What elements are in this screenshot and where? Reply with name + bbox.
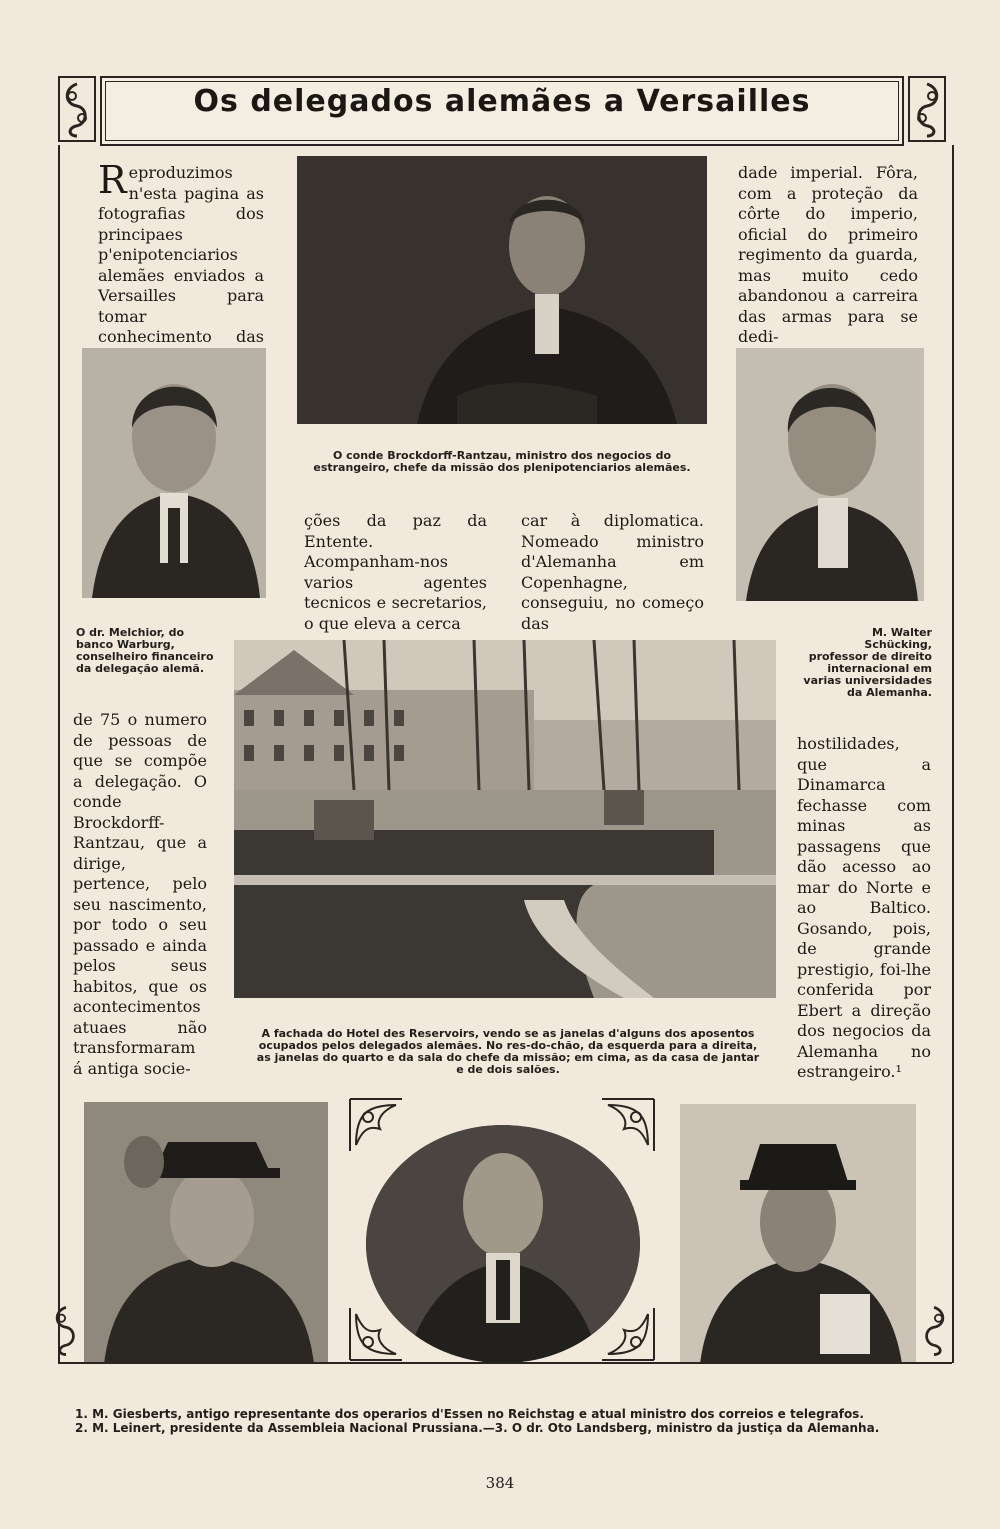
scroll-ornament-icon [908, 76, 946, 142]
corner-flourish-icon [346, 1304, 406, 1364]
footer-caption-2: 2. M. Leinert, presidente da Assembleia Nacional Prussiana.—3. O dr. Oto Landsberg, ministro da justiça da Alemanha. [75, 1421, 880, 1435]
photo-schucking [736, 348, 924, 601]
photo-melchior [82, 348, 266, 598]
drop-cap: R [98, 158, 127, 202]
caption-brockdorff: O conde Brockdorff-Rantzau, ministro dos negocios do estrangeiro, chefe da missão dos plenipotenciarios alemães. [313, 449, 691, 474]
photo-hotel-des-reservoirs [234, 640, 776, 998]
right-bottom-column: hostilidades, que a Dinamarca fechasse com minas as passagens que dão acesso ao mar do Norte e ao Baltico. Gosando, pois, de grande prestigio, foi-lhe conferida por Ebert a direção dos negocios da Alemanha no estrangeiro.¹ [797, 734, 931, 1081]
caption-hotel: A fachada do Hotel des Reservoirs, vendo se as janelas d'alguns dos aposentos ocupados pelos delegados alemães. No res-do-chão, da esquerda para a direita, as janelas do quarto e da sala do chefe da missão; em cima, as da casa de jantar e de dois salões. [256, 1027, 760, 1076]
corner-flourish-icon [598, 1095, 658, 1155]
page-number: 384 [485, 1474, 515, 1492]
right-top-column: dade imperial. Fôra, com a proteção da côrte do imperio, oficial do primeiro regimento da guarda, mas muito cedo abandonou a carreira das armas para se dedi- [738, 163, 918, 346]
scroll-ornament-icon [48, 1300, 84, 1360]
photo-landsberg [680, 1104, 916, 1364]
center-right-column: car à diplomatica. Nomeado ministro d'Alemanha em Copenhagne, conseguiu, no começo das [521, 511, 704, 633]
caption-melchior: O dr. Melchior, do banco Warburg, conselheiro financeiro da delegação alemã. [76, 626, 214, 675]
footer-caption-1: 1. M. Giesberts, antigo representante dos operarios d'Essen no Reichstag e atual ministro dos correios e telegrafos. [75, 1407, 864, 1421]
bottom-rule [58, 1362, 952, 1364]
scroll-ornament-icon [916, 1300, 952, 1360]
photo-giesberts [84, 1102, 328, 1364]
corner-flourish-icon [598, 1304, 658, 1364]
intro-column [98, 158, 264, 368]
center-left-column: ções da paz da Entente. Acompanham-nos varios agentes tecnicos e secretarios, o que eleva a cerca [304, 511, 487, 633]
left-bottom-column: de 75 o numero de pessoas de que se compõe a delegação. O conde Brockdorff-Rantzau, que a dirige, pertence, pelo seu nascimento, por todo o seu passado e ainda pelos seus habitos, que os acontecimentos atuaes não transformaram á antiga socie- [73, 710, 207, 1078]
corner-flourish-icon [346, 1095, 406, 1155]
intro-text: eproduzimos n'esta pagina as fotografias dos principaes p'enipotenciarios alemães enviados a Versailles para tomar conhecimento das [98, 163, 264, 346]
caption-schucking: M. Walter Schücking, professor de direito internacional em varias universidades da Alemanha. [803, 626, 932, 699]
page-title: Os delegados alemães a Versailles [193, 84, 811, 119]
photo-brockdorff-rantzau [297, 156, 707, 424]
scroll-ornament-icon [58, 76, 96, 142]
